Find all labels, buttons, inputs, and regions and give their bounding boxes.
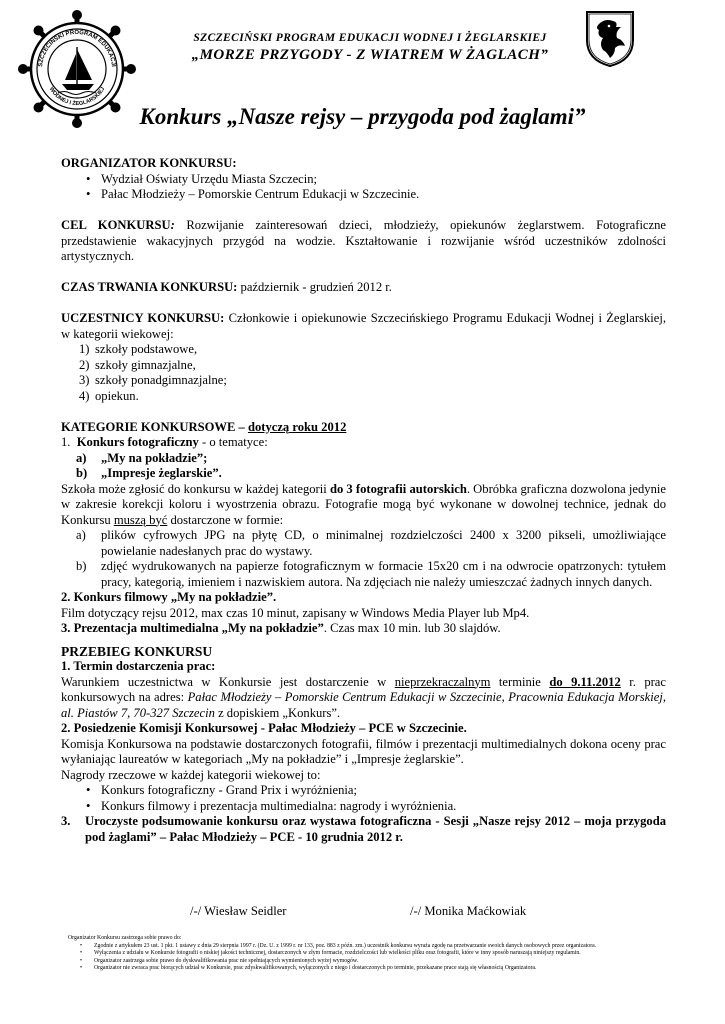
photo-contest-number: 1. [61,435,71,449]
photo-contest-suffix: - o tematyce: [198,435,268,449]
categories-label: KATEGORIE KONKURSOWE – [61,419,248,434]
age-category-list [61,342,666,404]
process-heading: PRZEBIEG KONKURSU [61,643,213,659]
goal-paragraph [61,218,666,265]
text-fragment: . Obróbka graficzna dozwolona jedynie w zakresie korekcji koloru i wyostrzenia obrazu. Fotografie mogą być wykonane w dowolnej technice, jednak do Konkursu [61,481,666,527]
signature-2: /-/ Monika Maćkowiak [410,904,527,918]
list-item: • Organizator zastrzega sobie prawo do dyskwalifikowania prac nie spełniających wymienionych wyżej wymogów. [94,958,668,966]
item-number: 4) [79,388,90,403]
commission-paragraph: Komisja Konkursowa na podstawie dostarczonych fotografii, filmów i prezentacji multimedialnych dokona oceny prac wyłaniając laureatów w kategoriach „My na pokładzie” i „Impresje żeglarskie”. [61,736,666,766]
format-list [61,528,666,590]
goal-colon: : [170,218,175,232]
text-emphasis: muszą być [113,512,168,527]
multimedia-title: 3. Prezentacja multimedialna „My na pokładzie” [61,621,324,635]
list-item [79,342,666,358]
prizes-list [61,783,666,814]
list-item [76,559,666,590]
goal-text: Rozwijanie zainteresowań dzieci, młodzieży, opiekunów żeglarstwem. Fotograficzne przedstawienie wakacyjnych przygód na wodzie. Kształtowanie i rozwijanie wśród uczestników zdolności artystycznych. [61,218,667,263]
list-item: • Wyłączenia z udziału w Konkursie fotografii o niskiej jakości technicznej, dostarczonych w złym formacie, rozdzielczości lub wielkości pliku oraz fotografii, które w inny sposób naruszają niniejszy regulamin. [94,950,668,958]
participants-text: Członkowie i opiekunowie Szczecińskiego Programu Edukacji Wodnej i Żeglarskiej, w kategorii wiekowej: [61,311,666,341]
multimedia-desc: . Czas max 10 min. lub 30 slajdów. [323,621,501,635]
footnote-list [68,943,668,973]
item-letter: a) [76,528,86,542]
item-letter: a) [76,450,87,465]
item-number: 1) [79,342,90,356]
summary-paragraph [61,814,666,845]
text-fragment: Szkoła może zgłosić do konkursu w każdej kategorii [61,481,330,496]
text-fragment: dostarczone w formie: [167,512,284,527]
list-item [76,450,666,467]
item-text: zdjęć wydrukowanych na papierze fotograficznym w formacie 15x20 cm i na odwrocie opatrzonych: tytułem pracy, kategorią, imieniem i nazwiskiem autora. Na zdjęciach nie należy umieszczać żadnych innych danych. [101,559,666,589]
footnote-intro: Organizator Konkursu zastrzega sobie prawo do: [68,935,182,941]
list-item [76,528,666,559]
text-fragment: r. prac konkursowych na adres: [61,674,666,704]
program-name: SZCZECIŃSKI PROGRAM EDUKACJI WODNEJ I ŻEGLARSKIEJ [193,32,547,44]
summary-text: Uroczyste podsumowanie konkursu oraz wystawa fotograficzna - Sesji „Nasze rejsy 2012 – moja przygoda pod żaglami” – Pałac Młodzieży – PCE - 10 grudnia 2012 r. [85,814,666,844]
theme-list [61,451,666,482]
photo-contest-title: Konkurs fotograficzny [76,435,199,449]
logo-ring-text: SZCZECIŃSKI PROGRAM EDUKACJI [38,29,116,68]
organizer-heading: ORGANIZATOR KONKURSU: [61,156,237,170]
delivery-address: Pałac Młodzieży – Pomorskie Centrum Edukacji w Szczecinie, Pracownia Edukacja Morskiej, al. Piastów 7, 70-327 Szczecin [61,690,666,720]
item-text: „Impresje żeglarskie”. [101,466,222,480]
list-item: • Pałac Młodzieży – Pomorskie Centrum Edukacji w Szczecinie. [101,187,666,203]
page-title: Konkurs „Nasze rejsy – przygoda pod żaglami” [139,104,586,129]
program-motto: „MORZE PRZYGODY - Z WIATREM W ŻAGLACH” [191,47,549,63]
duration-paragraph [61,280,666,296]
participants-paragraph [61,311,666,342]
item-text: szkoły podstawowe, [95,342,198,356]
organizer-list [61,172,666,203]
footnote [68,935,668,973]
photo-limit: do 3 fotografii autorskich [329,481,467,496]
text-fragment: terminie [490,674,550,689]
item-letter: b) [76,559,87,573]
commission-title: 2. Posiedzenie Komisji Konkursowej - Pałac Młodzieży – PCE w Szczecinie. [61,721,467,735]
list-item: • Zgodnie z artykułem 23 ust. 1 pkt. 1 ustawy z dnia 29 sierpnia 1997 r. (Dz. U. z 1999 r. nr 133, poz. 883 z późn. zm.) uczestnik konkursu wyraża zgodę na przetwarzanie swoich danych osobowych przez organizatora. [94,943,668,951]
list-item: • Wydział Oświaty Urzędu Miasta Szczecin; [101,172,666,188]
item-text: plików cyfrowych JPG na płytę CD, o minimalnej rozdzielczości 2400 x 3200 pikseli, umożliwiające powielanie nadesłanych prac do wystawy. [101,528,666,558]
deadline-paragraph [61,675,666,722]
photo-contest-line [61,435,666,451]
text-fragment: z dopiskiem „Konkurs”. [214,705,341,720]
deadline-date: do 9.11.2012 [549,674,621,689]
signature-1: /-/ Wiesław Seidler [190,904,287,918]
item-text: opiekun. [95,388,139,403]
film-contest-title: 2. Konkurs filmowy „My na pokładzie”. [61,590,277,604]
list-item: • Organizator nie zwraca prac biorących udział w Konkursie, prac zdyskwalifikowanych, wyłączonych z niego i dostarczonych po terminie, przekazane prace stają się własnością Organizatora. [94,965,668,973]
duration-label: CZAS TRWANIA KONKURSU: [61,280,238,294]
participants-label: UCZESTNICY KONKURSU: [61,311,225,325]
list-item [79,357,666,374]
text-emphasis: nieprzekraczalnym [394,674,491,689]
item-number: 2) [79,357,90,372]
item-text: szkoły gimnazjalne, [95,357,196,372]
deadline-title: 1. Termin dostarczenia prac: [61,659,216,673]
list-item: • Konkurs filmowy i prezentacja multimedialna: nagrody i wyróżnienia. [101,799,666,815]
item-text: szkoły ponadgimnazjalne; [95,373,227,387]
categories-year: dotyczą roku 2012 [247,419,347,434]
document-body [61,156,666,845]
item-number: 3) [79,373,90,387]
categories-heading [61,420,666,436]
prizes-intro: Nagrody rzeczowe w każdej kategorii wiekowej to: [61,767,321,782]
item-text: „My na pokładzie”; [101,450,208,465]
list-item [79,373,666,389]
text-fragment: Warunkiem uczestnictwa w Konkursie jest dostarczenie w [61,674,395,689]
item-letter: b) [76,466,88,480]
duration-text: październik - grudzień 2012 r. [237,280,392,294]
logo-inner-text: WODNEJ I ŻEGLARSKIEJ [47,86,107,108]
film-contest-desc: Film dotyczący rejsu 2012, max czas 10 minut, zapisany w Windows Media Player lub Mp4. [61,605,530,620]
summary-number: 3. [61,814,71,828]
goal-label: CEL KONKURSU [61,218,171,232]
photo-rules-paragraph [61,482,666,529]
list-item [76,466,666,482]
multimedia-line [61,621,666,637]
griffin-crest-icon [585,10,635,68]
list-item [79,388,666,405]
list-item: • Konkurs fotograficzny - Grand Prix i wyróżnienia; [101,783,666,799]
